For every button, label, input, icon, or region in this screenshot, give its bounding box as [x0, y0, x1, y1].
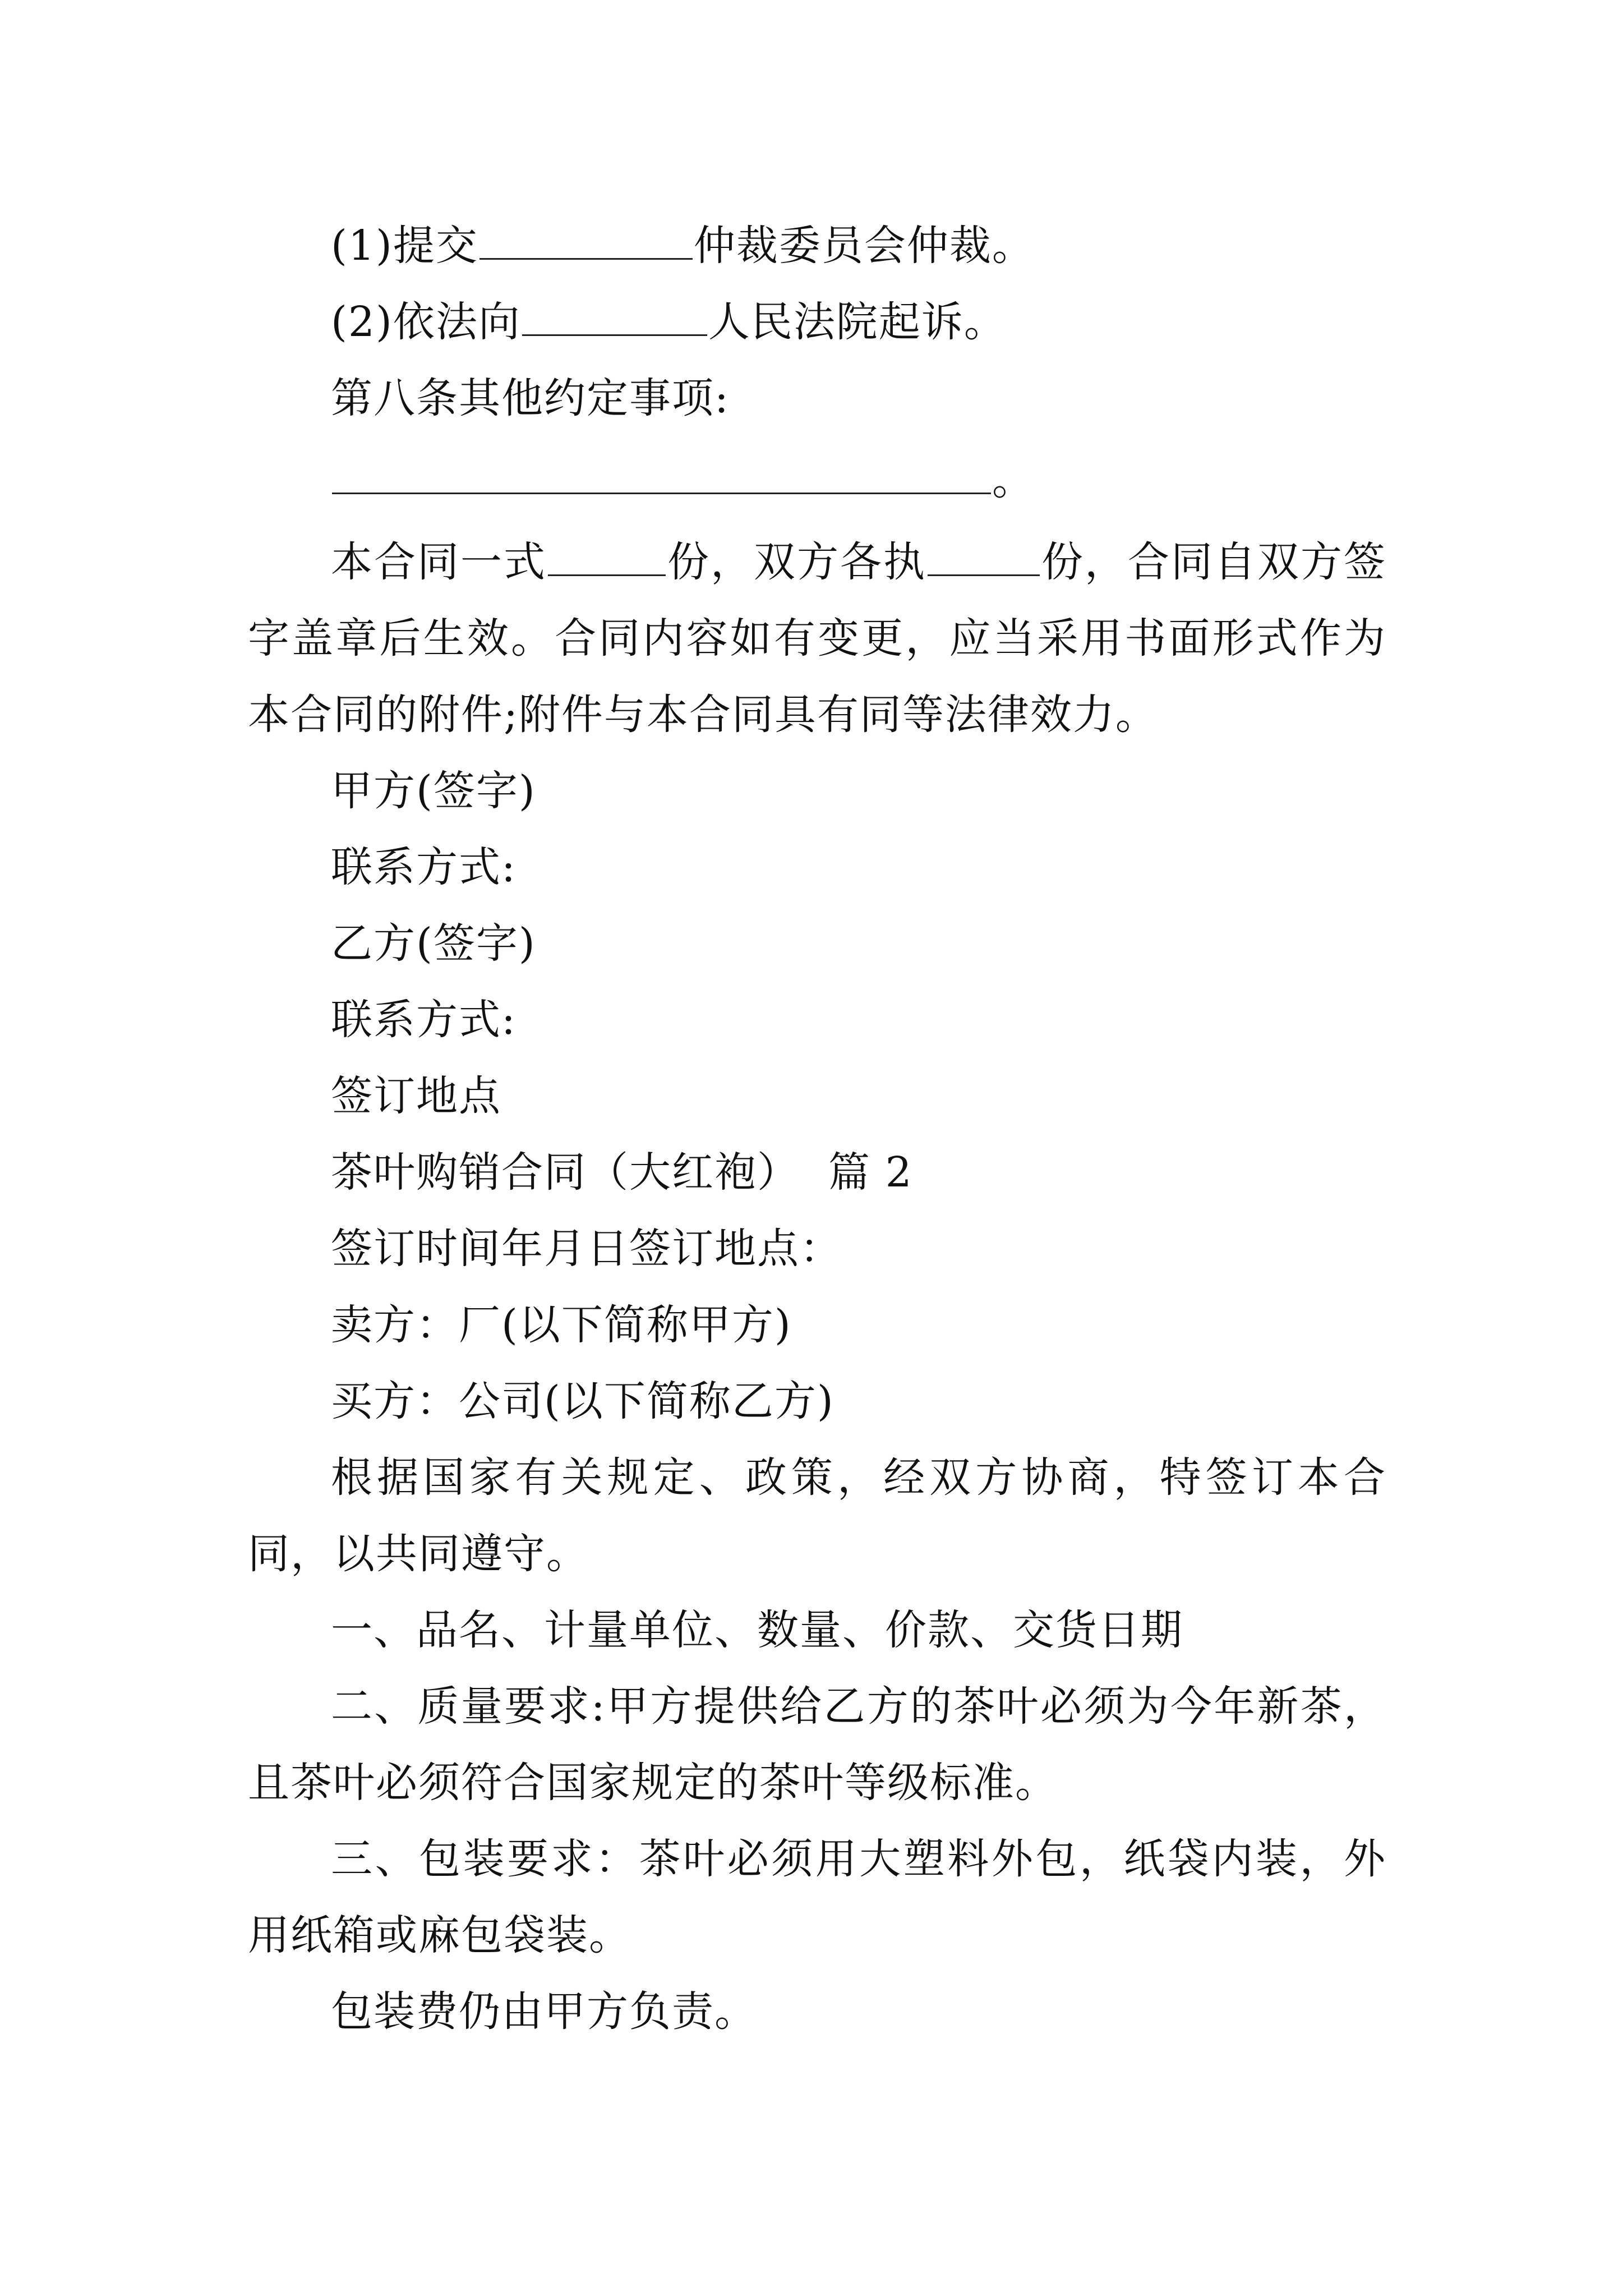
section-2-title: 茶叶购销合同（大红袍） 篇 2	[331, 1148, 913, 1197]
arbitration-clause: (1)提交 仲裁委员会仲裁。	[331, 222, 1035, 270]
total-copies-blank	[548, 541, 666, 576]
preamble: 根据国家有关规定、政策，经双方协商，特签订本合同，以共同遵守。	[248, 1453, 1386, 1578]
copies-clause: 本合同一式 份，双方各执 份，合同自双方签字盖章后生效。合同内容如有变更，应当采用书面形式作为本合同的附件;附件与本合同具有同等法律效力。	[248, 538, 1386, 739]
party-a-contact: 联系方式:	[331, 843, 517, 891]
party-b-signature: 乙方(签字)	[331, 919, 536, 968]
court-clause: (2)依法向 人民法院起诉。	[331, 298, 1007, 346]
seller-line: 卖方：厂(以下简称甲方)	[331, 1301, 792, 1349]
document-body	[248, 208, 1386, 2050]
court-name-blank	[522, 301, 707, 336]
signing-time-place: 签订时间年月日签订地点：	[331, 1225, 842, 1273]
arbitration-commission-blank	[479, 224, 693, 260]
packaging-fee: 包装费仍由甲方负责。	[331, 1987, 757, 2036]
party-b-contact: 联系方式:	[331, 996, 517, 1044]
buyer-line: 买方：公司(以下简称乙方)	[331, 1377, 834, 1425]
article8-title: 第八条其他约定事项:	[331, 374, 730, 422]
clause-item-2: 二、质量要求:甲方提供给乙方的茶叶必须为今年新茶，且茶叶必须符合国家规定的茶叶等级标准。	[248, 1682, 1386, 1807]
article8-blank-line: 。	[248, 442, 1386, 518]
copies-each-blank	[928, 541, 1040, 576]
signing-place: 签订地点	[331, 1072, 501, 1120]
other-matters-blank	[332, 459, 991, 494]
party-a-signature: 甲方(签字)	[331, 767, 536, 815]
clause-item-3: 三、包装要求：茶叶必须用大塑料外包，纸袋内装，外用纸箱或麻包袋装。	[248, 1835, 1386, 1959]
clause-item-1: 一、品名、计量单位、数量、价款、交货日期	[331, 1606, 1183, 1654]
